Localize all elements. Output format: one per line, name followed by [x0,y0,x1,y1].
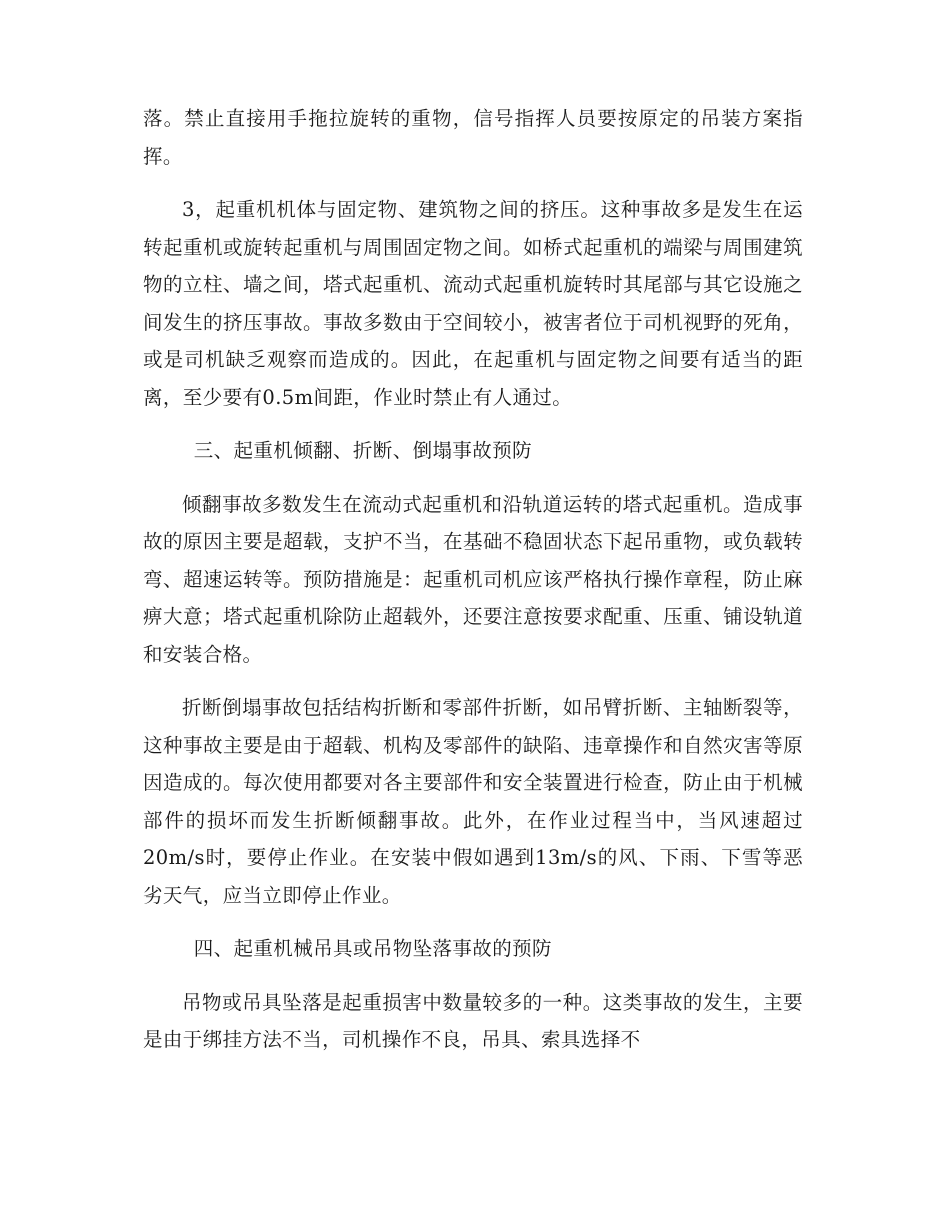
paragraph-body: 折断倒塌事故包括结构折断和零部件折断，如吊臂折断、主轴断裂等，这种事故主要是由于超载、机构及零部件的缺陷、违章操作和自然灾害等原因造成的。每次使用都要对各主要部件和安全装置进行检查，防止由于机械部件的损坏而发生折断倾翻事故。此外，在作业过程当中，当风速超过20m/s时，要停止作业。在安装中假如遇到13m/s的风、下雨、下雪等恶劣天气，应当立即停止作业。 [143,696,803,907]
paragraph-body: 倾翻事故多数发生在流动式起重机和沿轨道运转的塔式起重机。造成事故的原因主要是超载，支护不当，在基础不稳固状态下起吊重物，或负载转弯、超速运转等。预防措施是：起重机司机应该严格执行操作章程，防止麻痹大意；塔式起重机除防止超载外，还要注意按要求配重、压重、铺设轨道和安装合格。 [143,492,803,666]
section-heading: 四、起重机械吊具或吊物坠落事故的预防 [193,937,552,960]
paragraph-body: 3，起重机机体与固定物、建筑物之间的挤压。这种事故多是发生在运转起重机或旋转起重机与周围固定物之间。如桥式起重机的端梁与周围建筑物的立柱、墙之间，塔式起重机、流动式起重机旋转时其尾部与其它设施之间发生的挤压事故。事故多数由于空间较小，被害者位于司机视野的死角，或是司机缺乏观察而造成的。因此，在起重机与固定物之间要有适当的距离，至少要有0.5m间距，作业时禁止有人通过。 [143,198,803,409]
document-body [143,100,803,1075]
paragraph-body: 吊物或吊具坠落是起重损害中数量较多的一种。这类事故的发生，主要是由于绑挂方法不当，司机操作不良，吊具、索具选择不 [143,990,803,1051]
section-heading: 三、起重机倾翻、折断、倒塌事故预防 [193,439,532,462]
paragraph-continuation: 落。禁止直接用手拖拉旋转的重物，信号指挥人员要按原定的吊装方案指挥。 [143,107,803,168]
